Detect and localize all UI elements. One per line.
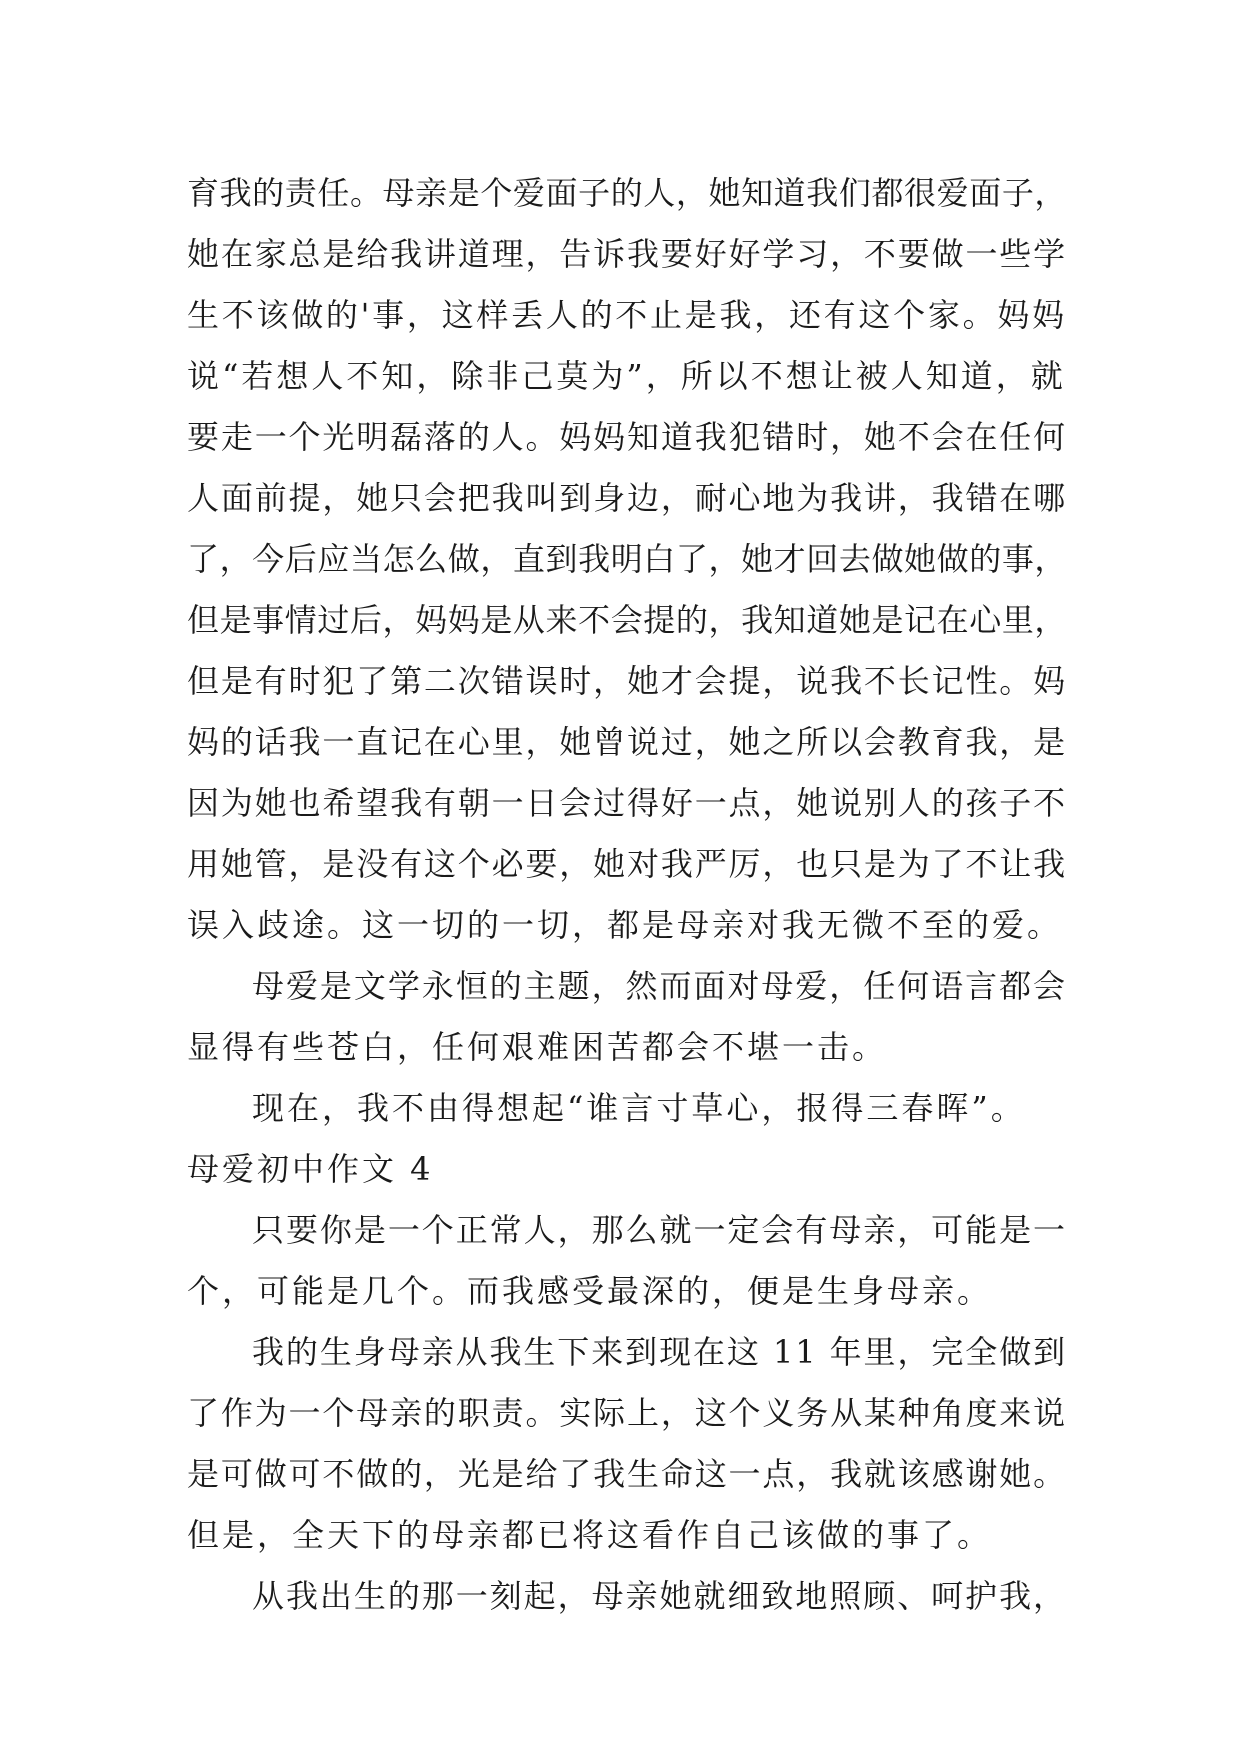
text-line: 个，可能是几个。而我感受最深的，便是生身母亲。 — [187, 1272, 993, 1310]
paragraph-first-line: 从我出生的那一刻起，母亲她就细致地照顾、呵护我， — [252, 1577, 1068, 1615]
text-line: 生不该做的'事，这样丢人的不止是我，还有这个家。妈妈 — [187, 296, 1067, 334]
text-line: 人面前提，她只会把我叫到身边，耐心地为我讲，我错在哪 — [187, 479, 1068, 517]
document-body — [187, 163, 1067, 1627]
paragraph-first-line: 我的生身母亲从我生下来到现在这 11 年里，完全做到 — [252, 1333, 1068, 1371]
text-line: 说“若想人不知，除非己莫为”，所以不想让被人知道，就 — [187, 357, 1066, 395]
text-line: 了作为一个母亲的职责。实际上，这个义务从某种角度来说 — [187, 1394, 1068, 1432]
text-line: 但是有时犯了第二次错误时，她才会提，说我不长记性。妈 — [187, 662, 1068, 700]
text-line: 用她管，是没有这个必要，她对我严厉，也只是为了不让我 — [187, 845, 1068, 883]
text-line: 母爱初中作文 4 — [187, 1150, 434, 1188]
paragraph-first-line: 只要你是一个正常人，那么就一定会有母亲，可能是一 — [252, 1211, 1068, 1249]
text-line: 是可做可不做的，光是给了我生命这一点，我就该感谢她。 — [187, 1455, 1068, 1493]
text-line: 育我的责任。母亲是个爱面子的人，她知道我们都很爱面子， — [187, 174, 1068, 212]
paragraph-first-line: 现在，我不由得想起“谁言寸草心，报得三春晖”。 — [252, 1089, 1026, 1127]
text-line: 要走一个光明磊落的人。妈妈知道我犯错时，她不会在任何 — [187, 418, 1068, 456]
text-line: 误入歧途。这一切的一切，都是母亲对我无微不至的爱。 — [187, 906, 1063, 944]
text-line: 显得有些苍白，任何艰难困苦都会不堪一击。 — [187, 1028, 888, 1066]
text-line: 但是事情过后，妈妈是从来不会提的，我知道她是记在心里， — [187, 601, 1068, 639]
paragraph-first-line: 母爱是文学永恒的主题，然而面对母爱，任何语言都会 — [252, 967, 1068, 1005]
text-line: 了，今后应当怎么做，直到我明白了，她才回去做她做的事， — [187, 540, 1068, 578]
text-line: 但是，全天下的母亲都已将这看作自己该做的事了。 — [187, 1516, 993, 1554]
text-line: 妈的话我一直记在心里，她曾说过，她之所以会教育我，是 — [187, 723, 1068, 761]
text-line: 她在家总是给我讲道理，告诉我要好好学习，不要做一些学 — [187, 235, 1068, 273]
text-line: 因为她也希望我有朝一日会过得好一点，她说别人的孩子不 — [187, 784, 1068, 822]
